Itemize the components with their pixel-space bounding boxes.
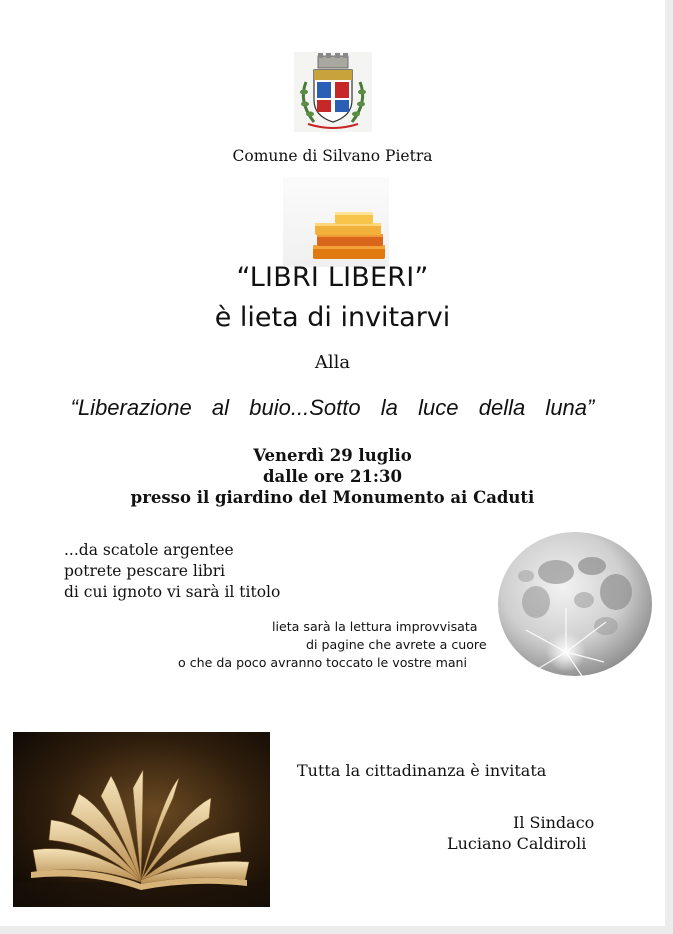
coat-of-arms-icon: [294, 52, 372, 132]
verse-line: potrete pescare libri: [64, 562, 226, 580]
open-book-image: [13, 732, 270, 907]
signature-name: Luciano Caldiroli: [447, 834, 587, 853]
books-icon: [283, 177, 389, 267]
event-place: presso il giardino del Monumento ai Caduti: [130, 488, 535, 507]
title-invitation: è lieta di invitarvi: [214, 302, 451, 333]
title-libri-liberi: “LIBRI LIBERI”: [236, 262, 429, 293]
reading-line: o che da poco avranno toccato le vostre mani: [178, 655, 468, 670]
verse-line: di cui ignoto vi sarà il titolo: [64, 583, 281, 601]
event-time: dalle ore 21:30: [263, 467, 402, 486]
invitation-text: Tutta la cittadinanza è invitata: [297, 761, 547, 780]
municipality-name: Comune di Silvano Pietra: [232, 147, 433, 165]
event-date: Venerdì 29 luglio: [253, 446, 412, 465]
event-intro: Alla: [314, 352, 351, 373]
event-name: “Liberazione al buio...Sotto la luce della luna”: [70, 395, 595, 420]
verse-line: ...da scatole argentee: [64, 541, 234, 559]
reading-line: lieta sarà la lettura improvvisata: [272, 619, 478, 634]
reading-line: di pagine che avrete a cuore: [306, 637, 487, 652]
moon-icon: [496, 530, 654, 678]
signature-title: Il Sindaco: [513, 813, 595, 832]
